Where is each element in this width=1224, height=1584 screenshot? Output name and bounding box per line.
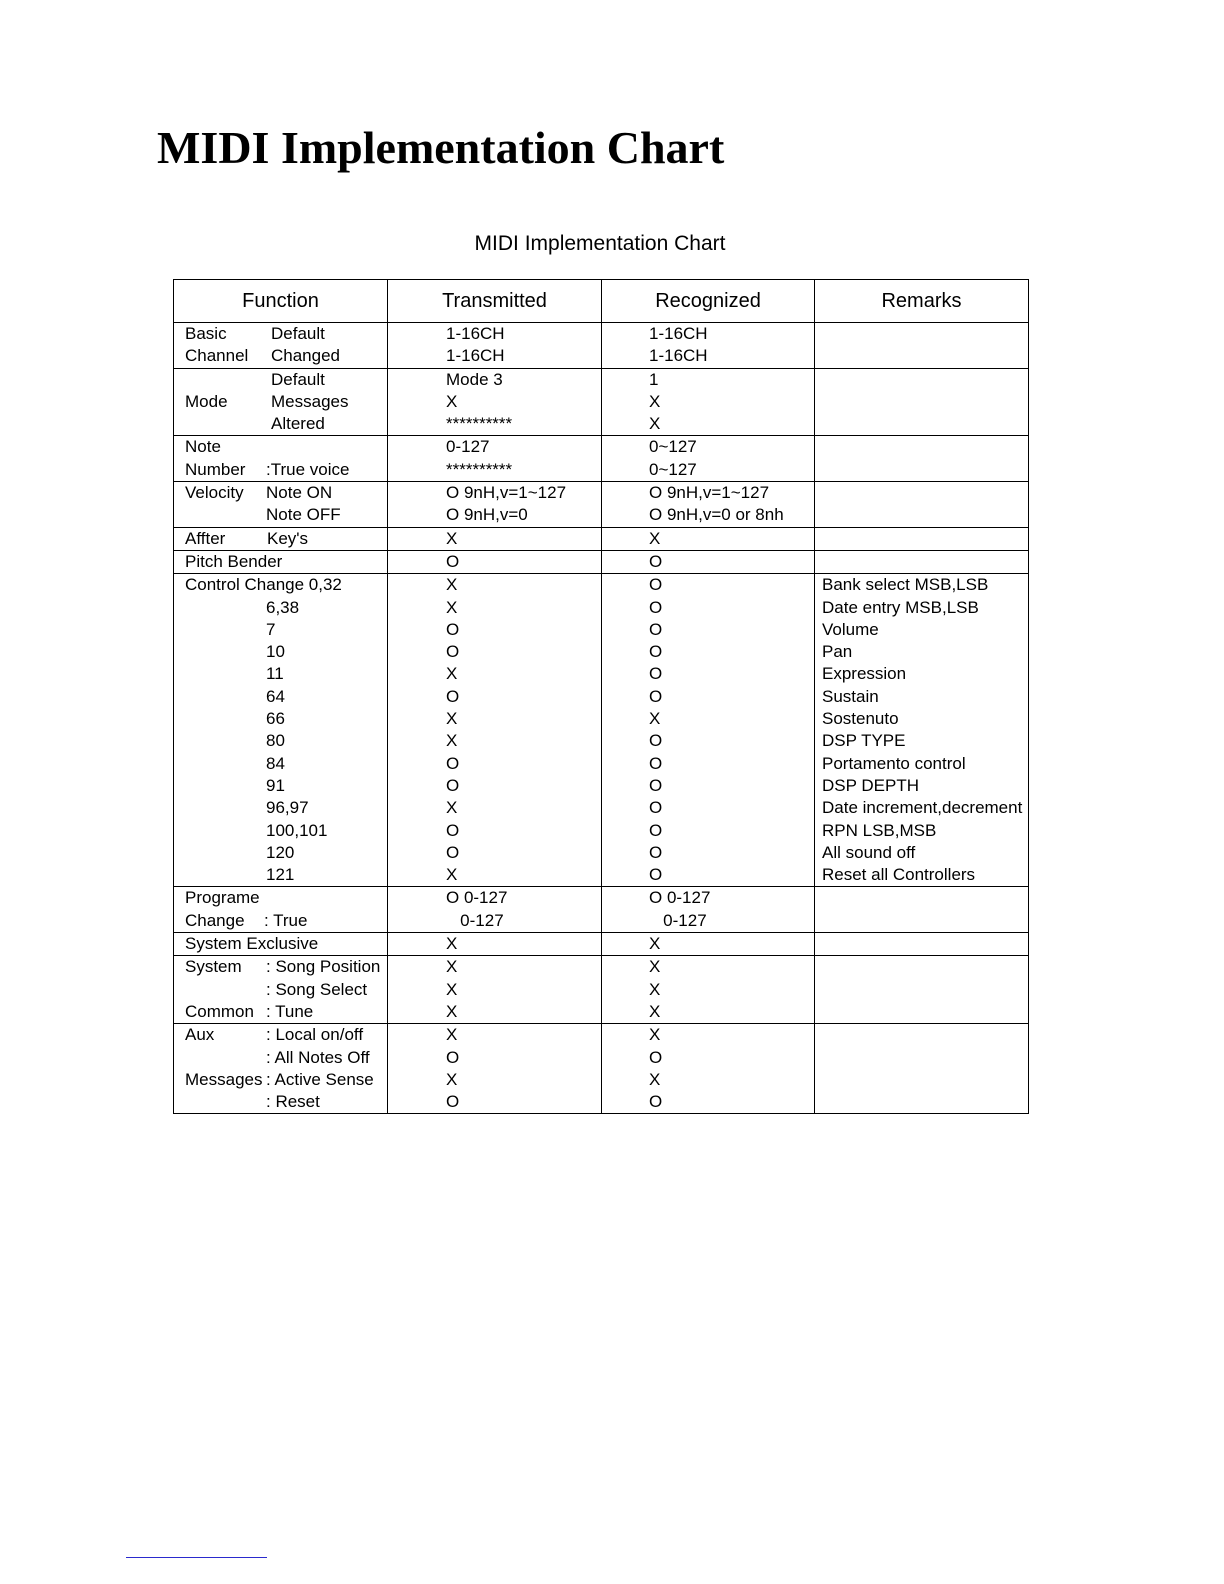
remark-text: Volume: [822, 619, 879, 639]
function-cell: [174, 436, 388, 482]
transmitted-value: X: [446, 1025, 458, 1045]
transmitted-value: X: [446, 575, 458, 595]
recognized-value: X: [649, 391, 661, 411]
transmitted-value: X: [446, 957, 458, 977]
function-line: [174, 842, 387, 864]
function-line: [174, 413, 387, 435]
function-sublabel: : Local on/off: [266, 1025, 364, 1045]
header-remarks: Remarks: [815, 280, 1029, 323]
function-sublabel: 96,97: [266, 798, 309, 818]
remark-text: [822, 1024, 1028, 1046]
function-line: [174, 459, 387, 481]
recognized-value: X: [649, 414, 661, 434]
function-cell: [174, 956, 388, 1024]
function-sublabel: : True: [264, 910, 308, 930]
table-row: [174, 1024, 1029, 1114]
function-label: Messages: [185, 1069, 263, 1089]
function-sublabel: 66: [266, 709, 285, 729]
function-cell: [174, 482, 388, 528]
remark-text: Bank select MSB,LSB: [822, 575, 989, 595]
table-row: [174, 323, 1029, 369]
recognized-cell: [602, 527, 815, 550]
function-line: [174, 1069, 387, 1091]
function-sublabel: Default: [271, 324, 325, 343]
function-line: [174, 979, 387, 1001]
remark-text: [822, 1047, 1028, 1069]
transmitted-value: O 9nH,v=0: [446, 505, 528, 525]
remark-text: [822, 910, 1028, 932]
function-label: Basic: [185, 324, 227, 343]
transmitted-value: O: [446, 619, 460, 639]
remark-text: [822, 979, 1028, 1001]
function-cell: [174, 527, 388, 550]
transmitted-cell: [388, 956, 602, 1024]
remark-text: RPN LSB,MSB: [822, 820, 937, 840]
midi-implementation-table: [173, 279, 1029, 1114]
function-line: [174, 391, 387, 413]
remark-text: [822, 551, 1028, 573]
table-row: [174, 574, 1029, 887]
function-sublabel: : Tune: [266, 1001, 314, 1021]
function-line: [174, 663, 387, 685]
recognized-value: X: [649, 1025, 661, 1045]
function-label: Number: [185, 459, 246, 479]
function-cell: [174, 368, 388, 436]
transmitted-value: X: [446, 709, 458, 729]
transmitted-cell: [388, 887, 602, 933]
remark-text: [822, 413, 1028, 435]
remark-text: Sustain: [822, 686, 879, 706]
transmitted-value: O: [446, 820, 460, 840]
page-title: MIDI Implementation Chart: [157, 122, 725, 173]
function-sublabel: 84: [266, 753, 285, 773]
function-line: [174, 641, 387, 663]
function-line: [174, 708, 387, 730]
function-sublabel: : Song Position: [266, 957, 381, 977]
function-label: Channel: [185, 346, 249, 366]
remarks-cell: [815, 368, 1029, 436]
recognized-value: O: [649, 1092, 663, 1112]
remark-text: [822, 887, 1028, 909]
function-sublabel: Messages: [271, 391, 349, 411]
recognized-value: O: [649, 820, 663, 840]
transmitted-cell: [388, 323, 602, 369]
function-sublabel: 100,101: [266, 820, 328, 840]
transmitted-cell: [388, 527, 602, 550]
function-label: Programe: [185, 888, 260, 908]
function-line: [174, 551, 387, 573]
function-line: [174, 887, 387, 909]
table-row: [174, 482, 1029, 528]
remarks-cell: [815, 550, 1029, 573]
recognized-value: O: [649, 619, 663, 639]
recognized-value: O: [649, 798, 663, 818]
function-sublabel: 120: [266, 842, 295, 862]
remarks-cell: [815, 436, 1029, 482]
recognized-value: X: [649, 1069, 661, 1089]
transmitted-value: X: [446, 1001, 458, 1021]
remarks-cell: [815, 933, 1029, 956]
remarks-cell: [815, 574, 1029, 887]
transmitted-value: Mode 3: [446, 369, 503, 389]
function-label: Control Change 0,32: [185, 575, 342, 595]
remark-text: Expression: [822, 664, 907, 684]
table-row: [174, 887, 1029, 933]
function-line: [174, 956, 387, 978]
function-line: [174, 619, 387, 641]
transmitted-value: 0-127: [446, 437, 490, 457]
recognized-value: 0-127: [649, 910, 707, 930]
function-sublabel: Key's: [267, 528, 309, 548]
transmitted-value: 0-127: [446, 910, 504, 930]
function-cell: [174, 550, 388, 573]
remark-text: [822, 1069, 1028, 1091]
remark-text: [822, 391, 1028, 413]
function-line: [174, 753, 387, 775]
remark-text: [822, 459, 1028, 481]
recognized-value: O: [649, 686, 663, 706]
function-label: Common: [185, 1001, 254, 1021]
transmitted-value: X: [446, 528, 458, 548]
recognized-value: O: [649, 575, 663, 595]
function-line: [174, 528, 387, 550]
recognized-value: 1: [649, 369, 659, 389]
recognized-cell: [602, 1024, 815, 1114]
transmitted-cell: [388, 368, 602, 436]
recognized-cell: [602, 323, 815, 369]
recognized-value: O: [649, 865, 663, 885]
remark-text: [822, 1091, 1028, 1113]
recognized-value: O: [649, 842, 663, 862]
function-line: [174, 1091, 387, 1113]
remark-text: [822, 369, 1028, 391]
recognized-value: O 0-127: [649, 888, 711, 908]
recognized-cell: [602, 368, 815, 436]
function-line: [174, 864, 387, 886]
function-line: [174, 910, 387, 932]
transmitted-value: X: [446, 597, 458, 617]
recognized-value: O 9nH,v=1~127: [649, 483, 770, 503]
transmitted-value: O: [446, 1047, 460, 1067]
transmitted-value: X: [446, 1069, 458, 1089]
remark-text: [822, 933, 1028, 955]
remark-text: DSP TYPE: [822, 731, 906, 751]
remark-text: Reset all Controllers: [822, 865, 976, 885]
function-sublabel: Note ON: [266, 483, 333, 503]
transmitted-value: X: [446, 798, 458, 818]
function-line: [174, 323, 387, 345]
remark-text: Date entry MSB,LSB: [822, 597, 979, 617]
recognized-value: X: [649, 528, 661, 548]
table-row: [174, 527, 1029, 550]
recognized-value: X: [649, 934, 661, 954]
remark-text: [822, 482, 1028, 504]
remark-text: All sound off: [822, 842, 916, 862]
remark-text: [822, 345, 1028, 367]
table-row: [174, 368, 1029, 436]
recognized-cell: [602, 933, 815, 956]
remarks-cell: [815, 323, 1029, 369]
remark-text: [822, 323, 1028, 345]
recognized-value: X: [649, 957, 661, 977]
transmitted-value: X: [446, 731, 458, 751]
remarks-cell: [815, 956, 1029, 1024]
remarks-cell: [815, 887, 1029, 933]
function-label: Change: [185, 910, 245, 930]
function-line: [174, 730, 387, 752]
function-line: [174, 820, 387, 842]
function-sublabel: : Song Select: [266, 979, 368, 999]
transmitted-cell: [388, 436, 602, 482]
remark-text: [822, 1001, 1028, 1023]
function-cell: [174, 1024, 388, 1114]
function-label: System: [185, 957, 242, 977]
recognized-value: O: [649, 731, 663, 751]
function-line: [174, 775, 387, 797]
function-sublabel: 121: [266, 865, 295, 885]
function-line: [174, 686, 387, 708]
transmitted-value: **********: [446, 459, 513, 479]
table-header-row: [174, 280, 1029, 323]
recognized-value: O: [649, 775, 663, 795]
function-sublabel: Note OFF: [266, 505, 341, 525]
recognized-value: 0~127: [649, 459, 697, 479]
function-line: [174, 369, 387, 391]
remarks-cell: [815, 1024, 1029, 1114]
transmitted-value: O: [446, 551, 460, 571]
transmitted-value: O: [446, 686, 460, 706]
recognized-value: 0~127: [649, 437, 697, 457]
transmitted-value: X: [446, 391, 458, 411]
transmitted-value: X: [446, 664, 458, 684]
remark-text: [822, 956, 1028, 978]
function-line: [174, 482, 387, 504]
transmitted-value: O: [446, 775, 460, 795]
remarks-cell: [815, 482, 1029, 528]
function-line: [174, 1047, 387, 1069]
function-label: Pitch Bender: [185, 551, 283, 571]
header-function: Function: [174, 280, 388, 323]
function-sublabel: 7: [266, 619, 276, 639]
recognized-value: X: [649, 709, 661, 729]
function-sublabel: Altered: [271, 414, 325, 434]
function-line: [174, 797, 387, 819]
recognized-value: 1-16CH: [649, 346, 708, 366]
transmitted-value: O 0-127: [446, 888, 508, 908]
recognized-cell: [602, 574, 815, 887]
function-line: [174, 574, 387, 596]
function-cell: [174, 574, 388, 887]
function-sublabel: 64: [266, 686, 285, 706]
transmitted-value: O: [446, 753, 460, 773]
function-label: Aux: [185, 1025, 215, 1045]
recognized-value: 1-16CH: [649, 324, 708, 343]
recognized-cell: [602, 482, 815, 528]
transmitted-value: O: [446, 1092, 460, 1112]
footer-rule: [126, 1557, 267, 1558]
remarks-cell: [815, 527, 1029, 550]
function-label: System Exclusive: [185, 934, 319, 954]
remark-text: Sostenuto: [822, 709, 899, 729]
function-line: [174, 504, 387, 526]
remark-text: [822, 436, 1028, 458]
transmitted-value: 1-16CH: [446, 346, 505, 366]
function-sublabel: 11: [266, 664, 284, 684]
recognized-value: O: [649, 642, 663, 662]
transmitted-value: X: [446, 979, 458, 999]
transmitted-cell: [388, 550, 602, 573]
transmitted-cell: [388, 574, 602, 887]
recognized-cell: [602, 956, 815, 1024]
recognized-value: X: [649, 979, 661, 999]
transmitted-value: O: [446, 842, 460, 862]
function-label: Mode: [185, 391, 228, 411]
transmitted-cell: [388, 1024, 602, 1114]
function-sublabel: Default: [271, 369, 325, 389]
function-line: [174, 1001, 387, 1023]
header-recognized: Recognized: [602, 280, 815, 323]
function-line: [174, 933, 387, 955]
recognized-value: O: [649, 1047, 663, 1067]
transmitted-value: O: [446, 642, 460, 662]
remark-text: Portamento control: [822, 753, 966, 773]
transmitted-cell: [388, 482, 602, 528]
function-sublabel: Changed: [271, 346, 341, 366]
function-label: Velocity: [185, 483, 244, 503]
recognized-value: O 9nH,v=0 or 8nh: [649, 505, 784, 525]
remark-text: [822, 504, 1028, 526]
function-sublabel: 80: [266, 731, 285, 751]
transmitted-value: 1-16CH: [446, 324, 505, 343]
transmitted-value: X: [446, 865, 458, 885]
function-sublabel: 6,38: [266, 597, 300, 617]
table-body: [174, 323, 1029, 1114]
remark-text: Date increment,decrement: [822, 798, 1023, 818]
function-label: Affter: [185, 528, 226, 548]
recognized-value: X: [649, 1001, 661, 1021]
recognized-value: O: [649, 664, 663, 684]
transmitted-cell: [388, 933, 602, 956]
function-cell: [174, 323, 388, 369]
function-label: Note: [185, 437, 221, 457]
table-row: [174, 550, 1029, 573]
recognized-cell: [602, 550, 815, 573]
function-cell: [174, 933, 388, 956]
remark-text: DSP DEPTH: [822, 775, 919, 795]
function-line: [174, 345, 387, 367]
function-sublabel: : All Notes Off: [266, 1047, 370, 1067]
table-row: [174, 436, 1029, 482]
table-row: [174, 933, 1029, 956]
chart-caption: MIDI Implementation Chart: [474, 232, 726, 255]
header-transmitted: Transmitted: [388, 280, 602, 323]
transmitted-value: O 9nH,v=1~127: [446, 483, 567, 503]
table-row: [174, 956, 1029, 1024]
recognized-cell: [602, 436, 815, 482]
function-sublabel: : Reset: [266, 1092, 320, 1112]
remark-text: [822, 528, 1028, 550]
recognized-cell: [602, 887, 815, 933]
function-sublabel: 10: [266, 642, 285, 662]
function-sublabel: :True voice: [266, 459, 350, 479]
recognized-value: O: [649, 753, 663, 773]
recognized-value: O: [649, 551, 663, 571]
transmitted-value: **********: [446, 414, 513, 434]
function-sublabel: : Active Sense: [266, 1069, 374, 1089]
function-cell: [174, 887, 388, 933]
transmitted-value: X: [446, 934, 458, 954]
function-sublabel: 91: [266, 775, 285, 795]
remark-text: Pan: [822, 642, 853, 662]
function-line: [174, 597, 387, 619]
function-line: [174, 1024, 387, 1046]
recognized-value: O: [649, 597, 663, 617]
function-line: [174, 436, 387, 458]
